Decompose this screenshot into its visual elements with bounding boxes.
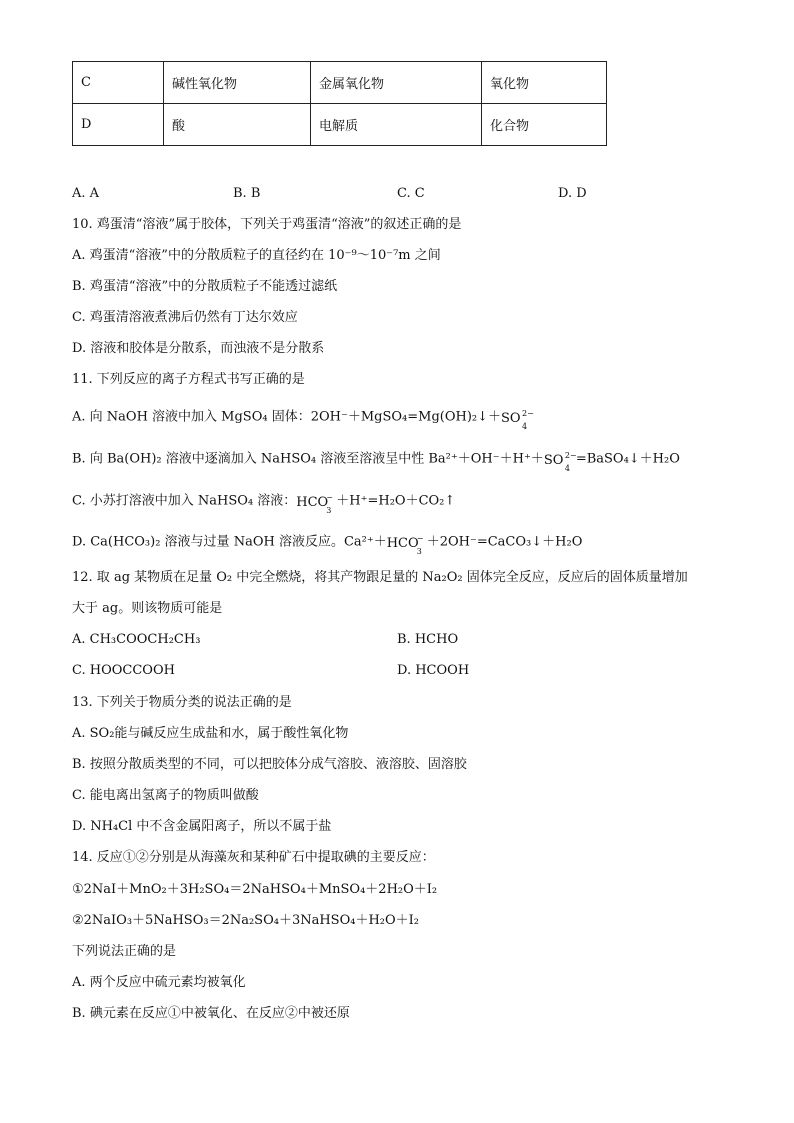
table-row: [73, 104, 607, 146]
q12-option-c: C. HOOCCOOH: [72, 663, 175, 678]
q9-choice-a: A. A: [72, 186, 100, 201]
options-table: [72, 61, 607, 146]
q14-reaction-2: ②2NaIO₃＋5NaHSO₃＝2Na₂SO₄＋3NaHSO₄＋H₂O＋I₂: [72, 913, 420, 928]
q13-stem: 13. 下列关于物质分类的说法正确的是: [72, 695, 292, 710]
sulfate-ion: [543, 450, 577, 473]
q14-reaction-1: ①2NaI＋MnO₂＋3H₂SO₄＝2NaHSO₄＋MnSO₄＋2H₂O＋I₂: [72, 882, 438, 897]
bicarbonate-ion: [386, 533, 427, 556]
q12-option-a: A. CH₃COOCH₂CH₃: [72, 632, 201, 647]
q14-option-b: B. 碘元素在反应①中被氧化、在反应②中被还原: [72, 1006, 350, 1021]
q11-option-a: [72, 408, 534, 431]
q9-choice-c: C. C: [397, 186, 425, 201]
bicarbonate-ion: [296, 492, 336, 515]
table-cell: 电解质: [311, 104, 482, 146]
table-cell: D: [73, 104, 164, 146]
ion-subscript: 3: [326, 506, 332, 515]
q10-stem: 10. 鸡蛋清“溶液”属于胶体，下列关于鸡蛋清“溶液”的叙述正确的是: [72, 217, 462, 232]
ion-charge: −: [416, 534, 424, 543]
q12-option-b: B. HCHO: [397, 632, 459, 647]
table-row: [73, 62, 607, 104]
ion-charge: 2−: [522, 409, 534, 418]
q10-option-d: D. 溶液和胶体是分散系，而浊液不是分散系: [72, 341, 325, 356]
table-cell: 化合物: [482, 104, 607, 146]
q12-stem-line1: 12. 取 ag 某物质在足量 O₂ 中完全燃烧，将其产物跟足量的 Na₂O₂ 固体完全反应，反应后的固体质量增加: [72, 570, 688, 585]
q12-stem-line2: 大于 ag。则该物质可能是: [72, 601, 223, 616]
ion-subscript: 3: [416, 547, 422, 556]
ion-base: HCO: [386, 536, 419, 551]
q11-option-b: [72, 450, 680, 473]
q9-choice-d: D. D: [558, 186, 587, 201]
table-cell: 氧化物: [482, 62, 607, 104]
q13-option-b: B. 按照分散质类型的不同，可以把胶体分成气溶胶、液溶胶、固溶胶: [72, 757, 467, 772]
q11-option-d: [72, 533, 583, 556]
table-cell: 酸: [164, 104, 311, 146]
q11-stem: 11. 下列反应的离子方程式书写正确的是: [72, 372, 305, 387]
q14-option-a: A. 两个反应中硫元素均被氧化: [72, 975, 246, 990]
q11-b-text: B. 向 Ba(OH)₂ 溶液中逐滴加入 NaHSO₄ 溶液至溶液呈中性 Ba²⁺＋OH⁻＋H⁺＋: [72, 451, 544, 467]
ion-base: SO: [543, 453, 564, 468]
q11-d-tail: ＋2OH⁻=CaCO₃↓＋H₂O: [426, 534, 583, 550]
q13-option-d: D. NH₄Cl 中不含金属阳离子，所以不属于盐: [72, 819, 332, 834]
q11-a-text: A. 向 NaOH 溶液中加入 MgSO₄ 固体：2OH⁻＋MgSO₄=Mg(OH)₂↓＋: [72, 409, 502, 425]
q11-c-tail: ＋H⁺=H₂O＋CO₂↑: [336, 493, 456, 509]
ion-subscript: 4: [564, 464, 570, 473]
q10-option-b: B. 鸡蛋清“溶液”中的分散质粒子不能透过滤纸: [72, 279, 338, 294]
q11-option-c: [72, 492, 456, 515]
q12-option-d: D. HCOOH: [397, 663, 470, 678]
q10-option-a: A. 鸡蛋清“溶液”中的分散质粒子的直径约在 10⁻⁹～10⁻⁷m 之间: [72, 248, 441, 263]
q14-ask: 下列说法正确的是: [72, 944, 177, 959]
q13-option-c: C. 能电离出氢离子的物质叫做酸: [72, 788, 259, 803]
q10-option-c: C. 鸡蛋清溶液煮沸后仍然有丁达尔效应: [72, 310, 298, 325]
q11-b-tail: =BaSO₄↓＋H₂O: [575, 451, 680, 467]
table-cell: 金属氧化物: [311, 62, 482, 104]
table-cell: 碱性氧化物: [164, 62, 311, 104]
q11-d-text: D. Ca(HCO₃)₂ 溶液与过量 NaOH 溶液反应。Ca²⁺＋: [72, 534, 387, 550]
q11-c-text: C. 小苏打溶液中加入 NaHSO₄ 溶液：: [72, 493, 297, 509]
sulfate-ion: [501, 408, 534, 431]
ion-base: SO: [501, 411, 521, 426]
table-cell: C: [73, 62, 164, 104]
q9-choice-b: B. B: [233, 186, 261, 201]
ion-charge: 2−: [564, 451, 577, 460]
q14-stem: 14. 反应①②分别是从海藻灰和某种矿石中提取碘的主要反应：: [72, 850, 435, 865]
q13-option-a: A. SO₂能与碱反应生成盐和水，属于酸性氧化物: [72, 726, 349, 741]
ion-charge: −: [326, 493, 333, 502]
ion-subscript: 4: [522, 422, 528, 431]
ion-base: HCO: [296, 495, 329, 510]
